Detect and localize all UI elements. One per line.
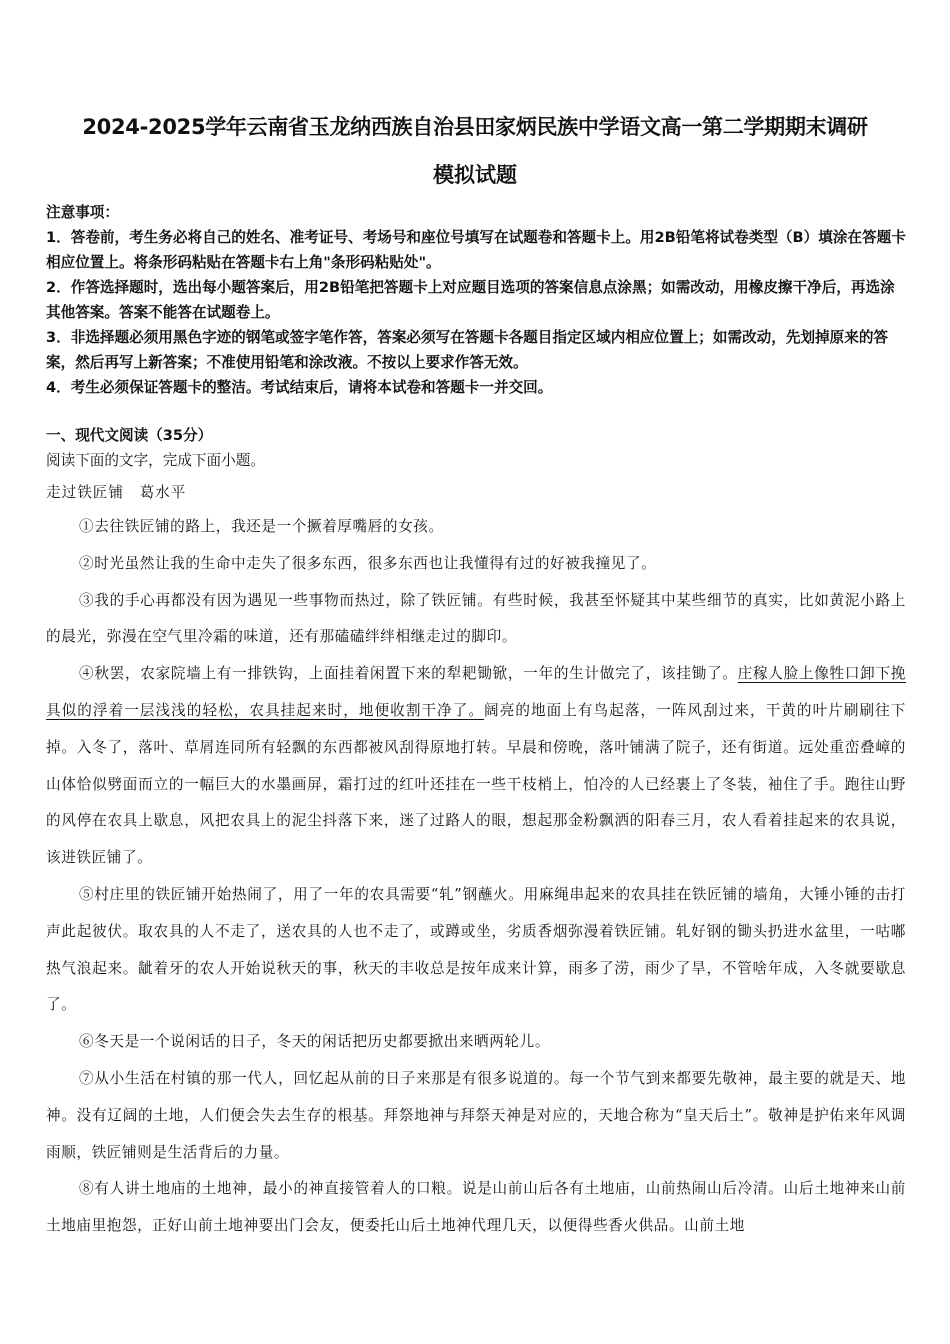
paragraph-5: ⑤村庄里的铁匠铺开始热闹了，用了一年的农具需要“轧”钢蘸火。用麻绳串起来的农具挂在铁匠铺的墙角，大锤小锤的击打声此起彼伏。取农具的人不走了，送农具的人也不走了，或蹲或坐，劣质香烟弥漫着铁匠铺。轧好钢的锄头扔进水盆里，一咕嘟热气浪起来。龇着牙的农人开始说秋天的事，秋天的丰收总是按年成来计算，雨多了涝，雨少了旱，不管啥年成，入冬就要歇息了。 xyxy=(46,885,906,1014)
article-title-author: 走过铁匠铺 葛水平 xyxy=(46,484,187,501)
notice-heading: 注意事项： xyxy=(46,204,119,221)
section-heading: 一、现代文阅读（35分） xyxy=(46,427,213,444)
exam-title-line-2: 模拟试题 xyxy=(433,163,517,187)
paragraph-3: ③我的手心再都没有因为遇见一些事物而热过，除了铁匠铺。有些时候，我甚至怀疑其中某些细节的真实，比如黄泥小路上的晨光，弥漫在空气里冷霜的味道，还有那磕磕绊绊相继走过的脚印。 xyxy=(46,591,906,646)
essay-body xyxy=(46,509,906,1245)
notice-item-3: 3．非选择题必须用黑色字迹的钢笔或签字笔作答，答案必须写在答题卡各题目指定区域内相应位置上；如需改动，先划掉原来的答案，然后再写上新答案；不准使用铅笔和涂改液。不按以上要求作答无效。 xyxy=(46,329,889,371)
exam-title-line-1: 2024-2025学年云南省玉龙纳西族自治县田家炳民族中学语文高一第二学期期末调研 xyxy=(82,115,868,139)
paragraph-4-lead: ④秋罢，农家院墙上有一排铁钩，上面挂着闲置下来的犁耙锄锨，一年的生计做完了，该挂锄了。 xyxy=(79,665,738,683)
notice-item-4: 4．考生必须保证答题卡的整洁。考试结束后，请将本试卷和答题卡一并交回。 xyxy=(46,379,553,396)
paragraph-4-rest: 阔亮的地面上有鸟起落，一阵风刮过来，干黄的叶片刷刷往下掉。入冬了，落叶、草屑连同所有轻飘的东西都被风刮得原地打转。早晨和傍晚，落叶铺满了院子，还有街道。远处重峦叠嶂的山体恰似劈面而立的一幅巨大的水墨画屏，霜打过的红叶还挂在一些干枝梢上，怕冷的人已经裹上了冬装，袖住了手。跑往山野的风停在农具上歇息，风把农具上的泥尘抖落下来，迷了过路人的眼，想起那金粉飘洒的阳春三月，农人看着挂起来的农具说，该进铁匠铺了。 xyxy=(46,701,906,867)
paragraph-2: ②时光虽然让我的生命中走失了很多东西，很多东西也让我懂得有过的好被我撞见了。 xyxy=(79,554,657,572)
paragraph-8: ⑧有人讲土地庙的土地神，最小的神直接管着人的口粮。说是山前山后各有土地庙，山前热闹山后冷清。山后土地神来山前土地庙里抱怨，正好山前土地神要出门会友，便委托山后土地神代理几天，以便得些香火供品。山前土地 xyxy=(46,1180,906,1235)
underlined-sentence: 庄稼人脸上像牲口卸下挽具似的浮着一层浅浅的轻松，农具挂起来时，地便收割干净了。 xyxy=(46,665,906,719)
notice-item-1: 1．答卷前，考生务必将自己的姓名、准考证号、考场号和座位号填写在试题卷和答题卡上。用2B铅笔将试卷类型（B）填涂在答题卡相应位置上。将条形码粘贴在答题卡右上角"条形码粘贴处"。 xyxy=(46,229,906,271)
paragraph-4 xyxy=(46,656,906,877)
paragraph-6: ⑥冬天是一个说闲话的日子，冬天的闲话把历史都要掀出来晒两轮儿。 xyxy=(79,1033,551,1051)
reading-instruction: 阅读下面的文字，完成下面小题。 xyxy=(46,452,265,469)
paragraph-7: ⑦从小生活在村镇的那一代人，回忆起从前的日子来那是有很多说道的。每一个节气到来都要先敬神，最主要的就是天、地神。没有辽阔的土地，人们便会失去生存的根基。拜祭地神与拜祭天神是对应的，天地合称为“皇天后土”。敬神是护佑来年风调雨顺，铁匠铺则是生活背后的力量。 xyxy=(46,1069,906,1161)
notice-item-2: 2．作答选择题时，选出每小题答案后，用2B铅笔把答题卡上对应题目选项的答案信息点涂黑；如需改动，用橡皮擦干净后，再选涂其他答案。答案不能答在试题卷上。 xyxy=(46,279,895,321)
paragraph-1: ①去往铁匠铺的路上，我还是一个撅着厚嘴唇的女孩。 xyxy=(79,518,444,535)
